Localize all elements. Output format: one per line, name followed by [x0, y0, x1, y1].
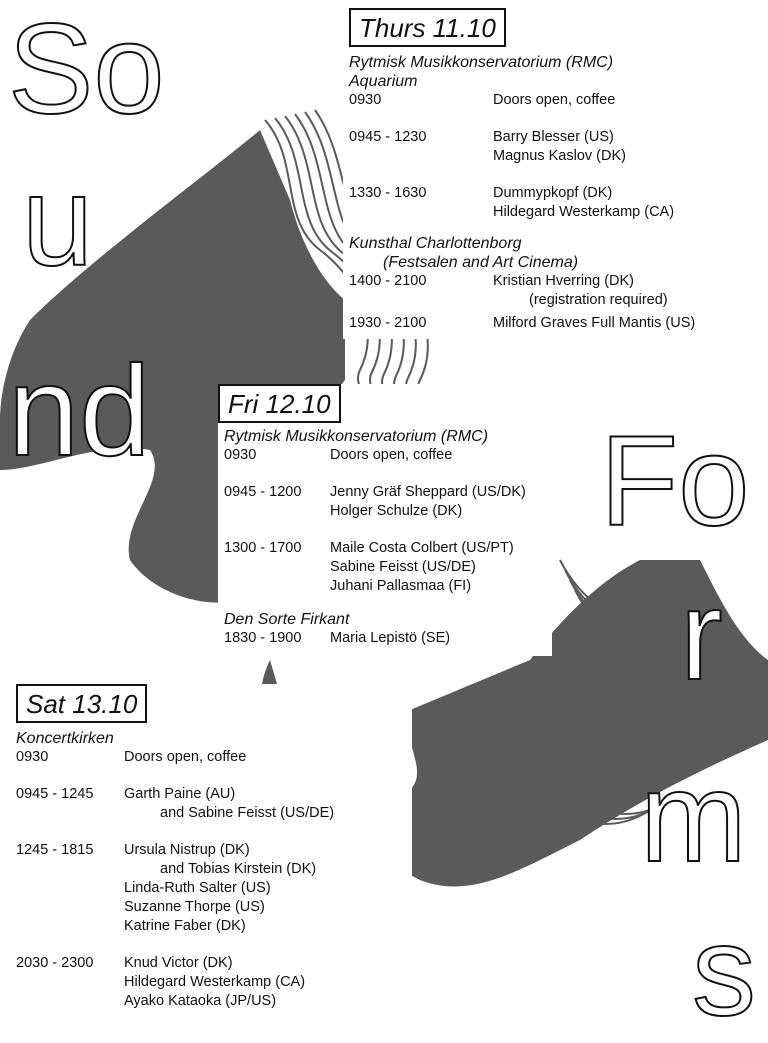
fri-venue-1: Rytmisk Musikkonservatorium (RMC) [224, 428, 489, 445]
thursday-heading: Thurs 11.10 [349, 8, 506, 47]
sat-venue: Koncertkirken [16, 730, 114, 747]
saturday-heading: Sat 13.10 [16, 684, 147, 723]
title-letters-nd: nd [8, 340, 151, 483]
performer: Suzanne Thorpe (US) [124, 899, 265, 915]
performer: Garth Paine (AU) [124, 786, 236, 802]
performer: Ursula Nistrup (DK) [124, 842, 250, 858]
thu-venue-2b: (Festsalen and Art Cinema) [383, 254, 579, 271]
title-letters-so: So [8, 0, 165, 141]
time: 0945 - 1230 [349, 129, 427, 145]
time: 1400 - 2100 [349, 273, 427, 289]
performer: Barry Blesser (US) [493, 129, 614, 145]
performer: Milford Graves Full Mantis (US) [493, 315, 696, 331]
time: 1330 - 1630 [349, 185, 427, 201]
time: 0945 - 1245 [16, 786, 94, 802]
performer: Katrine Faber (DK) [124, 918, 246, 934]
performer: and Sabine Feisst (US/DE) [160, 805, 335, 821]
performer: Hildegard Westerkamp (CA) [493, 204, 675, 220]
saturday-schedule [10, 684, 412, 1017]
performer: Maile Costa Colbert (US/PT) [330, 540, 514, 556]
performer: Ayako Kataoka (JP/US) [124, 993, 277, 1009]
performer: Doors open, coffee [124, 749, 247, 765]
thu-venue-2a: Kunsthal Charlottenborg [349, 235, 522, 252]
performer: Holger Schulze (DK) [330, 503, 463, 519]
title-letters-fo: Fo [600, 410, 750, 553]
time: 0930 [224, 447, 257, 463]
performer: Dummypkopf (DK) [493, 185, 613, 201]
title-letter-u: u [22, 150, 94, 293]
time: 1830 - 1900 [224, 630, 302, 646]
thu-venue-1a: Rytmisk Musikkonservatorium (RMC) [349, 54, 614, 71]
performer: Juhani Pallasmaa (FI) [330, 578, 472, 594]
performer: Kristian Hverring (DK) [493, 273, 634, 289]
performer: Sabine Feisst (US/DE) [330, 559, 476, 575]
time: 1300 - 1700 [224, 540, 302, 556]
performer: Linda-Ruth Salter (US) [124, 880, 271, 896]
performer: Doors open, coffee [493, 92, 616, 108]
performer: Maria Lepistö (SE) [330, 630, 451, 646]
title-letter-s: s [692, 900, 756, 1043]
friday-schedule [218, 384, 552, 656]
time: 0945 - 1200 [224, 484, 302, 500]
performer: Doors open, coffee [330, 447, 453, 463]
performer: and Tobias Kirstein (DK) [160, 861, 317, 877]
thu-venue-1b: Aquarium [349, 73, 418, 90]
thursday-schedule [343, 8, 755, 339]
performer-note: (registration required) [529, 292, 668, 308]
time: 2030 - 2300 [16, 955, 94, 971]
title-letter-m: m [640, 746, 747, 889]
performer: Magnus Kaslov (DK) [493, 148, 626, 164]
time: 1930 - 2100 [349, 315, 427, 331]
performer: Jenny Gräf Sheppard (US/DK) [330, 484, 526, 500]
performer: Hildegard Westerkamp (CA) [124, 974, 306, 990]
friday-heading: Fri 12.10 [218, 384, 341, 423]
time: 0930 [349, 92, 382, 108]
title-letter-r: r [680, 564, 723, 707]
time: 1245 - 1815 [16, 842, 94, 858]
time: 0930 [16, 749, 49, 765]
performer: Knud Victor (DK) [124, 955, 233, 971]
fri-venue-2: Den Sorte Firkant [224, 611, 350, 628]
